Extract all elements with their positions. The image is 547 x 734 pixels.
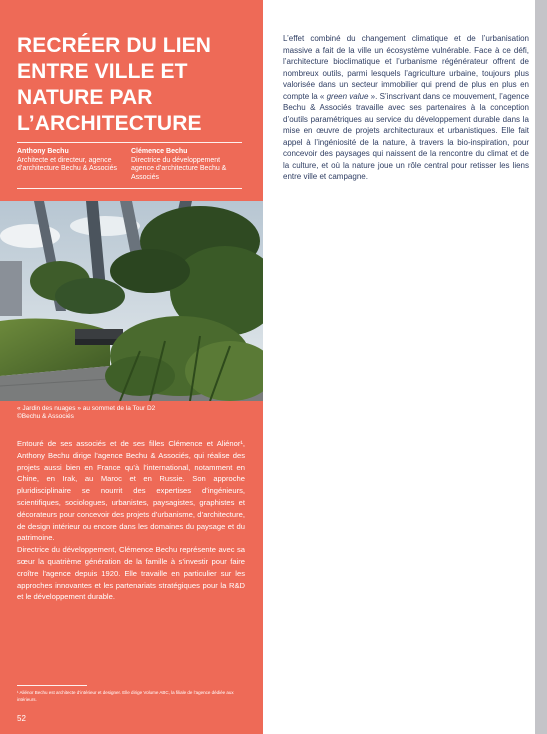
article-body <box>283 33 529 183</box>
page-title: RECRÉER DU LIEN ENTRE VILLE ET NATURE PAR L’ARCHITECTURE <box>17 34 212 135</box>
page-number: 52 <box>17 714 26 723</box>
bio-paragraph-1: Entouré de ses associés et de ses filles Clémence et Aliénor¹, Anthony Bechu dirige l’agence Bechu & Associés, qui réalise des projets aussi bien en France qu’à l’international, notamment en Chine, en Irak, au Maroc et en Russie. Son approche pluridisciplinaire se nourrit des expertises d’ingénieurs, scientifiques, sociologues, urbanistes, paysagistes, graphistes et décorateurs pour concevoir des projets d’urbanisme, d’architecture, de design intérieur ou encore dans les domaines du paysage et du patrimoine. <box>17 439 245 543</box>
garden-photo <box>0 201 263 401</box>
caption-title: « Jardin des nuages » au sommet de la Tour D2 <box>17 405 156 412</box>
footnote: ¹ Aliénor Bechu est architecte d’intérieur et designer. Elle dirige Volume ABC, la filiale de l’agence dédiée aux intérieurs. <box>17 690 234 702</box>
divider-top <box>17 142 242 143</box>
author-role: Directrice du développement agence d’architecture Bechu & Associés <box>131 156 227 181</box>
author-block-clemence <box>131 148 239 182</box>
author-name: Clémence Bechu <box>131 148 188 155</box>
authors-bio <box>17 438 245 603</box>
caption-credit: ©Bechu & Associés <box>17 413 74 420</box>
article-text-part-1: L’effet combiné du changement climatique et de l’urbanisation massive a fait de la ville un écosystème vulnérable. Face à ce défi, l’architecture bioclimatique et l’urbanisme régénérateur offrent de nombreux outils, parmi lesquels l’agriculture urbaine, toujours plus valorisée dans un secteur immobilier qui prend de plus en plus en compte la « <box>283 34 529 101</box>
page-edge-strip <box>535 0 547 734</box>
photo-caption <box>17 405 227 421</box>
bio-paragraph-2: Directrice du développement, Clémence Bechu représente avec sa sœur la quatrième génération de la famille à s’investir pour faire croître l’agence depuis 1920. Elle travaille en particulier sur les approches innovantes et les partenariats stratégiques pour la R&D et le développement durable. <box>17 545 245 602</box>
author-block-anthony <box>17 148 125 174</box>
author-name: Anthony Bechu <box>17 148 69 155</box>
left-column <box>0 0 263 734</box>
footnote-divider <box>17 685 87 686</box>
article-text-part-2: ». S’inscrivant dans ce mouvement, l’agence Bechu & Associés travaille avec ses partenaires à la conception d’outils paramétriques au service du développement durable dans la mise en œuvre de projets architecturaux et urbanistiques. Elle fait appel à l’ingéniosité de la nature, à travers la bio-inspiration, pour concevoir des paysages qui naissent de la rencontre du climat et de la culture, et où la nature joue un rôle central pour retisser les liens entre ville et campagne. <box>283 91 530 181</box>
divider-bottom <box>17 188 242 189</box>
author-role: Architecte et directeur, agence d’architecture Bechu & Associés <box>17 156 117 172</box>
article-emphasis: green value <box>326 91 369 101</box>
